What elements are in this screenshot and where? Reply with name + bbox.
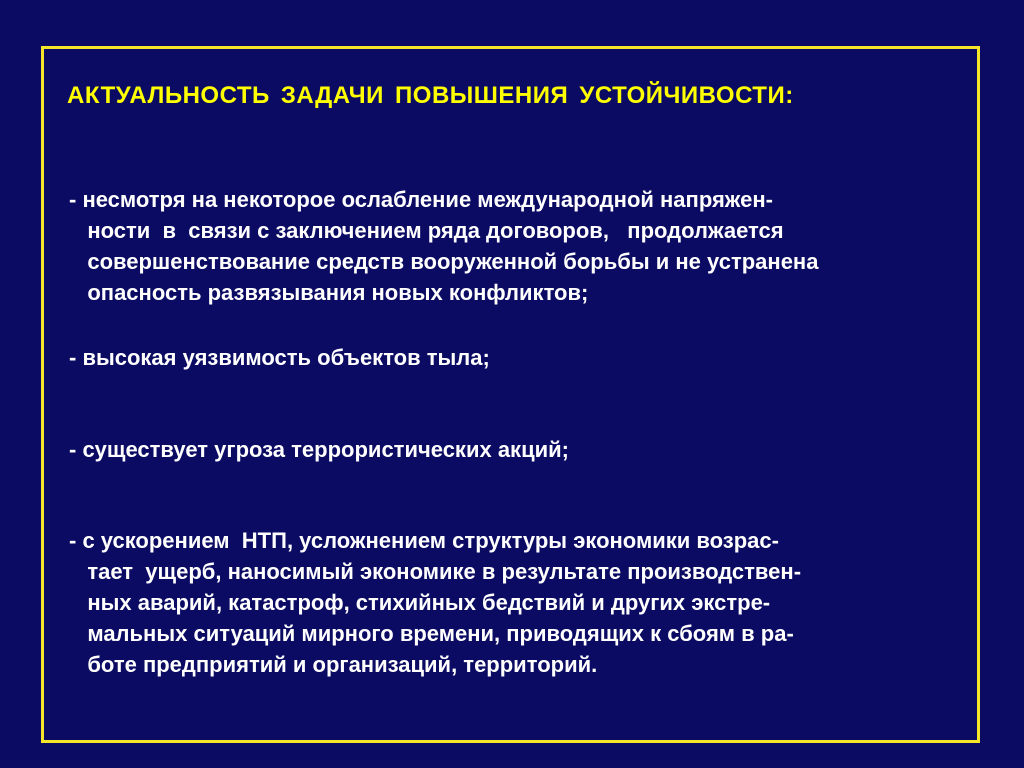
bullet-item-4: - с ускорением НТП, усложнением структуры экономики возрас- тает ущерб, наносимый экономике в результате производствен- ных аварий, катастроф, стихийных бедствий и других экстре- мальных ситуаций мирного времени, приводящих к сбоям в ра- боте предприятий и организаций, территорий. xyxy=(69,528,802,677)
bullet-item-2: - высокая уязвимость объектов тыла; xyxy=(69,345,490,370)
slide-title: АКТУАЛЬНОСТЬ ЗАДАЧИ ПОВЫШЕНИЯ УСТОЙЧИВОСТИ: xyxy=(67,82,794,109)
bullet-item-3: - существует угроза террористических акций; xyxy=(69,437,569,462)
bullet-item-1: - несмотря на некоторое ослабление международной напряжен- ности в связи с заключением ряда договоров, продолжается совершенствование средств вооруженной борьбы и не устранена опасность развязывания новых конфликтов; xyxy=(69,187,819,305)
